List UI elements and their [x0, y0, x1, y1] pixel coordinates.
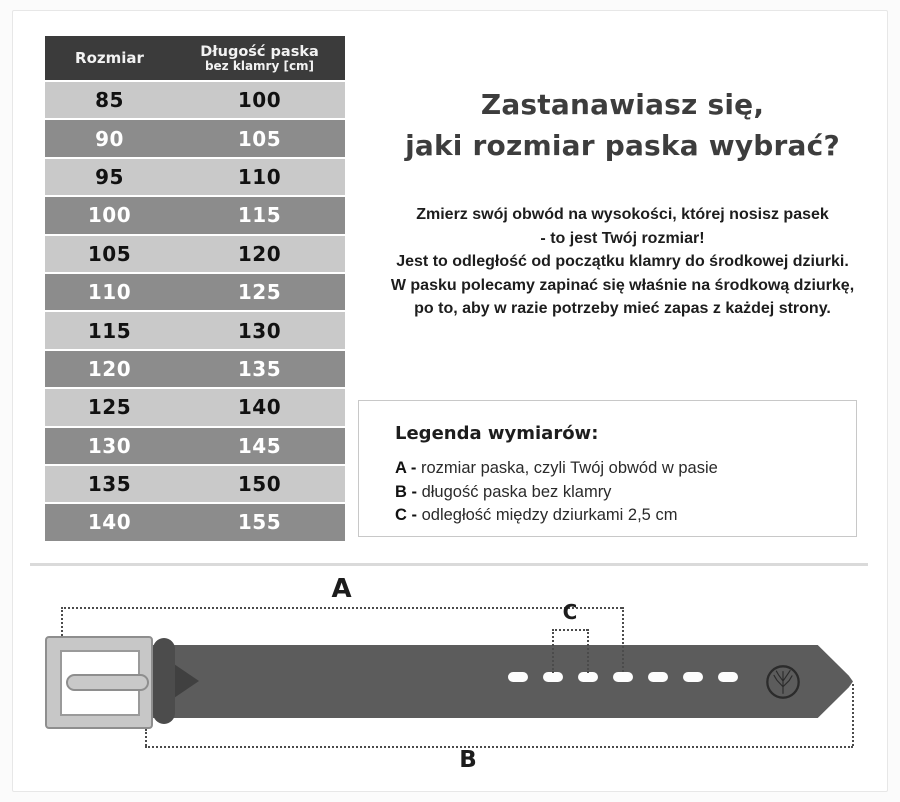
length-value: 120	[237, 241, 282, 266]
size-value: 95	[95, 164, 124, 189]
length-value: 145	[237, 433, 282, 458]
table-row	[45, 466, 345, 504]
belt-hole	[718, 672, 738, 682]
table-row	[45, 274, 345, 312]
length-value: 125	[237, 280, 282, 305]
size-value: 90	[95, 126, 124, 151]
dim-b-right-tick	[852, 684, 854, 746]
length-value: 150	[237, 472, 282, 497]
belt-hole	[613, 672, 633, 682]
dim-a-right-tick	[622, 607, 624, 672]
tree-logo-icon	[764, 663, 802, 701]
size-table-header	[45, 36, 345, 82]
belt-hole	[578, 672, 598, 682]
legend-box	[358, 400, 857, 537]
length-value: 130	[237, 318, 282, 343]
dim-c-right-tick	[587, 629, 589, 673]
dim-label-c: C	[562, 600, 578, 624]
dim-c-line	[552, 629, 588, 631]
table-row	[45, 120, 345, 158]
size-value: 115	[87, 318, 132, 343]
dim-a-left-tick	[61, 607, 63, 636]
length-value: 135	[237, 356, 282, 381]
dim-label-b: B	[459, 747, 477, 773]
header-size-label: Rozmiar	[75, 49, 144, 67]
length-value: 115	[237, 203, 282, 228]
length-value: 105	[237, 126, 282, 151]
belt-hole	[648, 672, 668, 682]
belt-strap	[148, 645, 853, 718]
intro-line: W pasku polecamy zapinać się właśnie na środkową dziurkę,	[390, 276, 855, 294]
size-value: 105	[87, 241, 132, 266]
intro-line: Zmierz swój obwód na wysokości, której nosisz pasek	[416, 206, 829, 223]
legend-item-c: C - odległość między dziurkami 2,5 cm	[395, 506, 678, 524]
intro-line: Jest to odległość od początku klamry do środkowej dziurki.	[396, 253, 849, 270]
table-row	[45, 428, 345, 466]
size-table	[45, 36, 345, 543]
table-row	[45, 159, 345, 197]
table-row	[45, 504, 345, 542]
dim-c-left-tick	[552, 629, 554, 673]
dim-label-a: A	[331, 574, 352, 604]
size-value: 110	[87, 280, 132, 305]
page-title	[350, 84, 895, 166]
size-value: 100	[87, 203, 132, 228]
header-length-label: Długość paska bez klamry [cm]	[200, 43, 319, 73]
belt-hole	[543, 672, 563, 682]
belt-keeper-loop	[153, 638, 175, 724]
belt-hole	[683, 672, 703, 682]
length-value: 100	[237, 88, 282, 113]
page-title-line2: jaki rozmiar paska wybrać?	[405, 129, 840, 162]
table-row	[45, 351, 345, 389]
intro-line: - to jest Twój rozmiar!	[540, 229, 705, 247]
intro-text	[350, 203, 895, 321]
intro-line: po to, aby w razie potrzeby mieć zapas z każdej strony.	[414, 300, 831, 317]
table-row	[45, 82, 345, 120]
table-row	[45, 389, 345, 427]
size-value: 120	[87, 356, 132, 381]
legend-title: Legenda wymiarów:	[395, 423, 599, 444]
size-value: 85	[95, 88, 124, 113]
buckle-prong	[66, 674, 149, 691]
table-row	[45, 312, 345, 350]
size-value: 130	[87, 433, 132, 458]
belt-hole	[508, 672, 528, 682]
length-value: 155	[237, 510, 282, 535]
dim-a-line	[61, 607, 622, 609]
dim-b-left-tick	[145, 729, 147, 746]
length-value: 140	[237, 395, 282, 420]
belt-buckle	[45, 636, 153, 729]
size-value: 140	[87, 510, 132, 535]
legend-item-b: B - długość paska bez klamry	[395, 482, 612, 501]
table-row	[45, 236, 345, 274]
size-value: 125	[87, 395, 132, 420]
page-title-line1: Zastanawiasz się,	[480, 88, 765, 121]
table-row	[45, 197, 345, 235]
legend-item-a: A - rozmiar paska, czyli Twój obwód w pasie	[395, 459, 718, 477]
size-value: 135	[87, 472, 132, 497]
section-divider	[30, 563, 868, 566]
length-value: 110	[237, 164, 282, 189]
